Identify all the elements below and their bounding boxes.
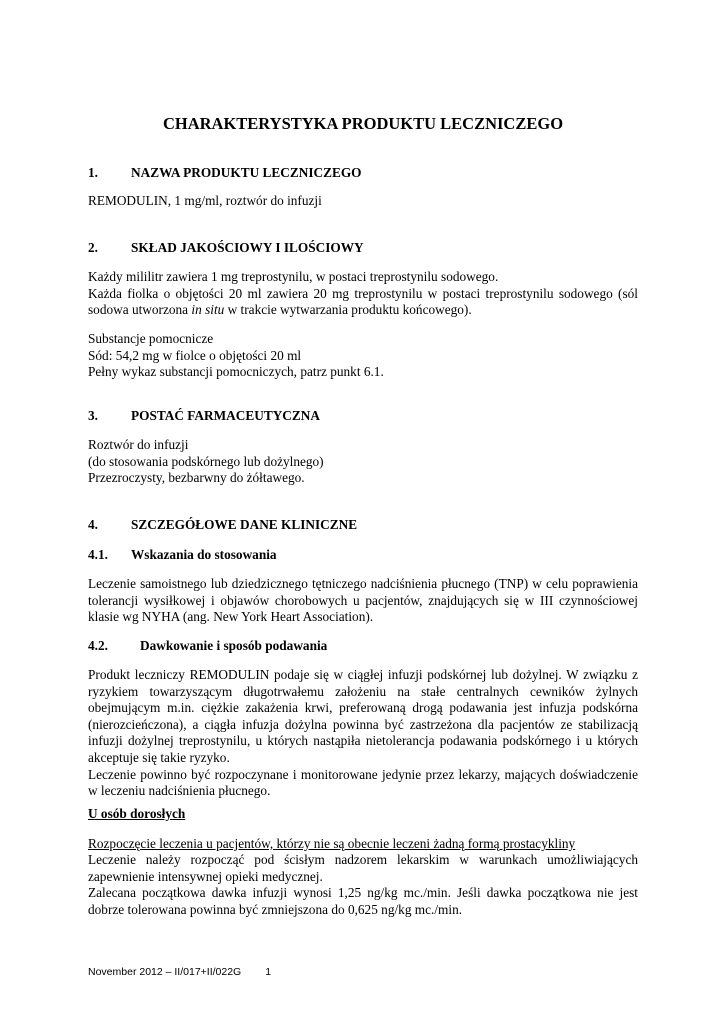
document-code: November 2012 – II/017+II/022G [88, 966, 242, 978]
text-line: w leczeniu nadciśnienia płucnego. [88, 783, 271, 799]
text-line: Rozpoczęcie leczenia u pacjentów, którzy nie są obecnie leczeni żadną formą prostacykliny [88, 836, 576, 851]
text-line: Każda fiolka o objętości 20 ml zawiera 20 mg treprostynilu w postaci treprostynilu sodowego (sól [88, 285, 638, 301]
section-number: 3. [88, 408, 98, 423]
section-number: 4. [88, 517, 98, 532]
text-line: obejmującym m.in. ciężkie zakażenia krwi, preferowaną drogą podawania jest infuzja podskórna [88, 700, 638, 716]
text-line: Każdy mililitr zawiera 1 mg treprostynilu, w postaci treprostynilu sodowego. [88, 269, 499, 284]
section-title: NAZWA PRODUKTU LECZNICZEGO [131, 165, 362, 180]
section-1-text [88, 193, 638, 210]
section-4-heading [88, 516, 357, 533]
section-2-paragraph-1 [88, 269, 638, 319]
section-number: 4.2. [88, 638, 108, 653]
section-number: 1. [88, 165, 98, 180]
section-3-text [88, 437, 638, 487]
section-number: 4.1. [88, 547, 108, 562]
text-fragment: sodowa utworzona [88, 302, 192, 318]
text-line: (do stosowania podskórnego lub dożylnego) [88, 453, 324, 469]
text-line: akceptuje się takie ryzyko. [88, 749, 230, 765]
text-line: dobrze tolerowana powinna być zmniejszona do 0,625 ng/kg mc./min. [88, 901, 463, 917]
text-fragment: w trakcie wytwarzania produktu końcowego). [224, 302, 472, 318]
italic-text: in situ [191, 302, 225, 318]
section-4-2-paragraph-2 [88, 852, 638, 918]
section-2-paragraph-2 [88, 331, 638, 381]
subheading-adults [88, 806, 638, 823]
text-line: Leczenie samoistnego lub dziedzicznego tętniczego nadciśnienia płucnego (TNP) w celu poprawienia [88, 576, 638, 591]
section-title: Wskazania do stosowania [131, 547, 277, 562]
text-line: Sód: 54,2 mg w fiolce o objętości 20 ml [88, 347, 302, 363]
text-line: REMODULIN, 1 mg/ml, roztwór do infuzji [88, 193, 322, 208]
text-line: Przezroczysty, bezbarwny do żółtawego. [88, 470, 305, 486]
text-line: Roztwór do infuzji [88, 437, 189, 452]
section-1-heading [88, 164, 362, 181]
subheading-treatment-start [88, 836, 638, 853]
document-title: CHARAKTERYSTYKA PRODUKTU LECZNICZEGO [162, 114, 564, 133]
section-4-2-paragraph-1 [88, 667, 638, 800]
text-line: ryzykiem towarzyszącym długotrwałemu założeniu na stałe centralnych cewników żylnych [88, 683, 638, 699]
text-line: U osób dorosłych [88, 806, 186, 821]
text-line: zapewnienie intensywnej opieki medycznej. [88, 868, 323, 884]
section-number: 2. [88, 240, 98, 255]
page-number: 1 [265, 966, 272, 978]
section-4-2-heading [88, 637, 327, 654]
section-4-1-heading [88, 546, 277, 563]
text-line: Leczenie powinno być rozpoczynane i monitorowane jedynie przez lekarzy, mających doświadczenie [88, 766, 638, 782]
text-line: Zalecana początkowa dawka infuzji wynosi 1,25 ng/kg mc./min. Jeśli dawka początkowa nie jest [88, 885, 638, 901]
section-title: SZCZEGÓŁOWE DANE KLINICZNE [131, 517, 358, 532]
text-line: (nierozcieńczona), a ciągła infuzja dożylna powinna być zastrzeżona dla pacjentów ze stabilizacją [88, 716, 638, 732]
page-footer [88, 966, 271, 979]
text-line: klasie wg NYHA (ang. New York Heart Association). [88, 609, 374, 625]
text-line: Leczenie należy rozpocząć pod ścisłym nadzorem lekarskim w warunkach umożliwiających [88, 852, 638, 867]
section-title: SKŁAD JAKOŚCIOWY I ILOŚCIOWY [131, 240, 364, 255]
text-line: Substancje pomocnicze [88, 331, 214, 346]
section-4-1-text [88, 576, 638, 626]
section-title: Dawkowanie i sposób podawania [140, 638, 328, 653]
section-2-heading [88, 239, 364, 256]
text-line: Produkt leczniczy REMODULIN podaje się w ciągłej infuzji podskórnej lub dożylnej. W związku z [88, 667, 638, 682]
section-title: POSTAĆ FARMACEUTYCZNA [131, 408, 320, 423]
text-line: tolerancji wysiłkowej i objawów chorobowych u pacjentów, znajdujących się w III czynnościowej [88, 592, 638, 608]
text-line [88, 302, 638, 319]
section-3-heading [88, 407, 320, 424]
text-line: Pełny wykaz substancji pomocniczych, patrz punkt 6.1. [88, 364, 384, 380]
text-line: infuzji dożylnej treprostynilu, u których nastąpiła nietolerancja podawania podskórnego i u których [88, 733, 638, 749]
